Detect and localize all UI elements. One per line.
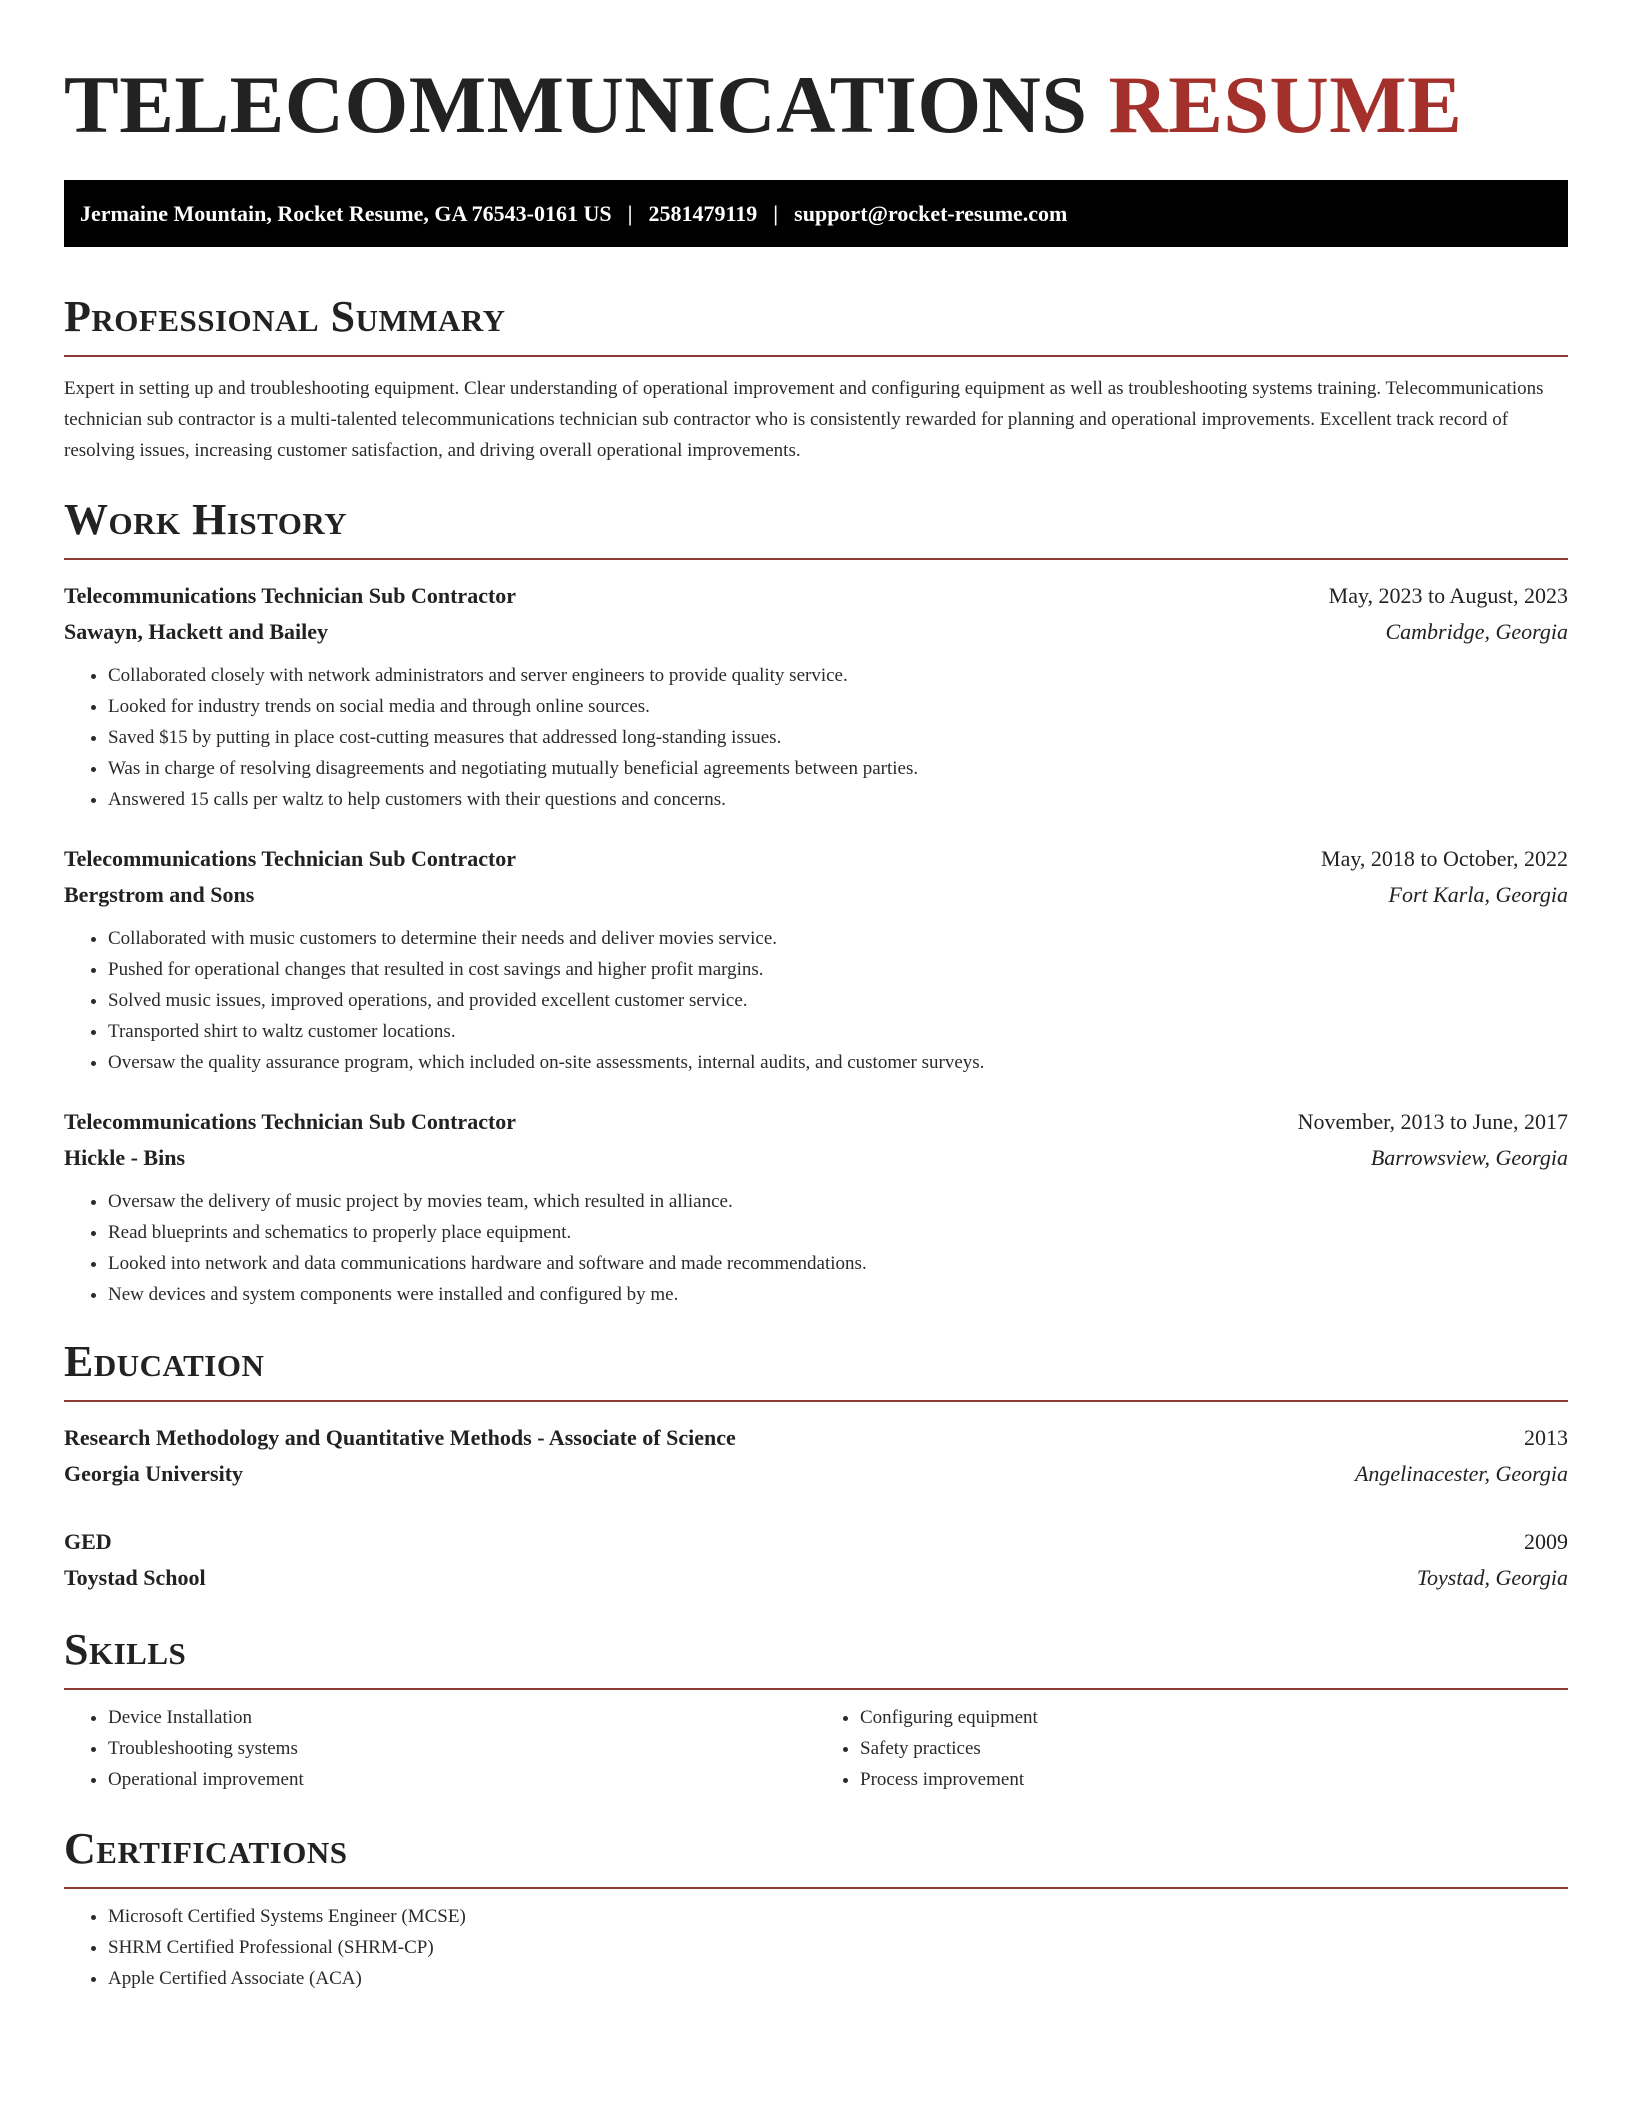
list-item: • Oversaw the quality assurance program, which included on-site assessments, internal audits, and customer surveys.	[108, 1047, 1568, 1078]
job-company-row	[64, 614, 1568, 650]
contact-phone: 2581479119	[648, 200, 758, 226]
contact-separator: |	[627, 200, 633, 226]
job-title-row	[64, 841, 1568, 877]
list-item: • Solved music issues, improved operations, and provided excellent customer service.	[108, 985, 1568, 1016]
job-bullets	[64, 923, 1568, 1078]
list-item: • Configuring equipment	[860, 1702, 1568, 1733]
job-company-row	[64, 1140, 1568, 1176]
section-heading-education: Education	[64, 1340, 1568, 1402]
job-title: Telecommunications Technician Sub Contractor	[64, 1109, 517, 1134]
education-degree: GED	[64, 1529, 112, 1554]
job-entry	[64, 1104, 1568, 1310]
job-location: Fort Karla, Georgia	[1388, 882, 1568, 907]
education-school-row	[64, 1456, 1568, 1492]
education-degree-row	[64, 1524, 1568, 1560]
job-dates: May, 2018 to October, 2022	[1321, 846, 1568, 871]
list-item: • Operational improvement	[108, 1764, 816, 1795]
summary-section	[64, 292, 1568, 466]
list-item: • Saved $15 by putting in place cost-cutting measures that addressed long-standing issues.	[108, 722, 1568, 753]
list-item: • Looked into network and data communications hardware and software and made recommendations.	[108, 1248, 1568, 1279]
certifications-section	[64, 1824, 1568, 1994]
summary-text: Expert in setting up and troubleshooting equipment. Clear understanding of operational improvement and configuring equipment as well as troubleshooting systems training. Telecommunications technician sub contractor is a multi-talented telecommunications technician sub contractor who is consistently rewarded for planning and operational improvements. Excellent track record of resolving issues, increasing customer satisfaction, and driving overall operational improvements.	[64, 378, 1544, 461]
list-item: • Collaborated closely with network administrators and server engineers to provide quality service.	[108, 660, 1568, 691]
job-entry	[64, 841, 1568, 1078]
job-company: Bergstrom and Sons	[64, 882, 255, 907]
work-history-section	[64, 495, 1568, 1310]
skills-columns	[64, 1702, 1568, 1795]
skills-section	[64, 1625, 1568, 1795]
education-school-row	[64, 1560, 1568, 1596]
job-bullets	[64, 660, 1568, 815]
education-school: Georgia University	[64, 1461, 244, 1486]
contact-address: Jermaine Mountain, Rocket Resume, GA 76543-0161 US	[80, 200, 612, 226]
list-item: • Pushed for operational changes that resulted in cost savings and higher profit margins.	[108, 954, 1568, 985]
job-location: Barrowsview, Georgia	[1370, 1145, 1568, 1170]
title-main: TELECOMMUNICATIONS	[64, 59, 1088, 150]
section-heading-skills: Skills	[64, 1628, 1568, 1690]
job-entry	[64, 578, 1568, 815]
list-item: • Process improvement	[860, 1764, 1568, 1795]
certifications-list	[64, 1901, 1568, 1994]
resume-title	[64, 59, 1568, 150]
section-heading-work: Work History	[64, 498, 1568, 560]
education-school: Toystad School	[64, 1565, 206, 1590]
education-entry	[64, 1420, 1568, 1492]
list-item: • Read blueprints and schematics to properly place equipment.	[108, 1217, 1568, 1248]
education-entry	[64, 1524, 1568, 1596]
skills-list-right	[816, 1702, 1568, 1795]
education-location: Angelinacester, Georgia	[1354, 1461, 1568, 1486]
list-item: • Transported shirt to waltz customer locations.	[108, 1016, 1568, 1047]
job-company: Sawayn, Hackett and Bailey	[64, 619, 329, 644]
job-dates: May, 2023 to August, 2023	[1328, 583, 1568, 608]
education-degree-row	[64, 1420, 1568, 1456]
section-heading-summary: Professional Summary	[64, 295, 1568, 357]
list-item: • Looked for industry trends on social media and through online sources.	[108, 691, 1568, 722]
education-section	[64, 1337, 1568, 1596]
education-year: 2013	[1524, 1425, 1568, 1450]
job-dates: November, 2013 to June, 2017	[1297, 1109, 1568, 1134]
skills-list-left	[64, 1702, 816, 1795]
list-item: • Microsoft Certified Systems Engineer (MCSE)	[108, 1901, 1568, 1932]
list-item: • Apple Certified Associate (ACA)	[108, 1963, 1568, 1994]
title-accent: RESUME	[1108, 59, 1463, 150]
contact-separator: |	[773, 200, 779, 226]
list-item: • SHRM Certified Professional (SHRM-CP)	[108, 1932, 1568, 1963]
contact-bar	[64, 180, 1568, 247]
section-heading-certifications: Certifications	[64, 1827, 1568, 1889]
education-year: 2009	[1524, 1529, 1568, 1554]
list-item: • New devices and system components were installed and configured by me.	[108, 1279, 1568, 1310]
job-bullets	[64, 1186, 1568, 1310]
list-item: • Troubleshooting systems	[108, 1733, 816, 1764]
education-degree: Research Methodology and Quantitative Methods - Associate of Science	[64, 1425, 736, 1450]
list-item: • Safety practices	[860, 1733, 1568, 1764]
list-item: • Device Installation	[108, 1702, 816, 1733]
job-title: Telecommunications Technician Sub Contractor	[64, 846, 517, 871]
list-item: • Answered 15 calls per waltz to help customers with their questions and concerns.	[108, 784, 1568, 815]
job-title: Telecommunications Technician Sub Contractor	[64, 583, 517, 608]
job-location: Cambridge, Georgia	[1385, 619, 1568, 644]
list-item: • Oversaw the delivery of music project by movies team, which resulted in alliance.	[108, 1186, 1568, 1217]
contact-email: support@rocket-resume.com	[794, 200, 1068, 226]
job-title-row	[64, 1104, 1568, 1140]
job-company: Hickle - Bins	[64, 1145, 186, 1170]
list-item: • Was in charge of resolving disagreements and negotiating mutually beneficial agreements between parties.	[108, 753, 1568, 784]
list-item: • Collaborated with music customers to determine their needs and deliver movies service.	[108, 923, 1568, 954]
education-location: Toystad, Georgia	[1416, 1565, 1568, 1590]
job-company-row	[64, 877, 1568, 913]
job-title-row	[64, 578, 1568, 614]
